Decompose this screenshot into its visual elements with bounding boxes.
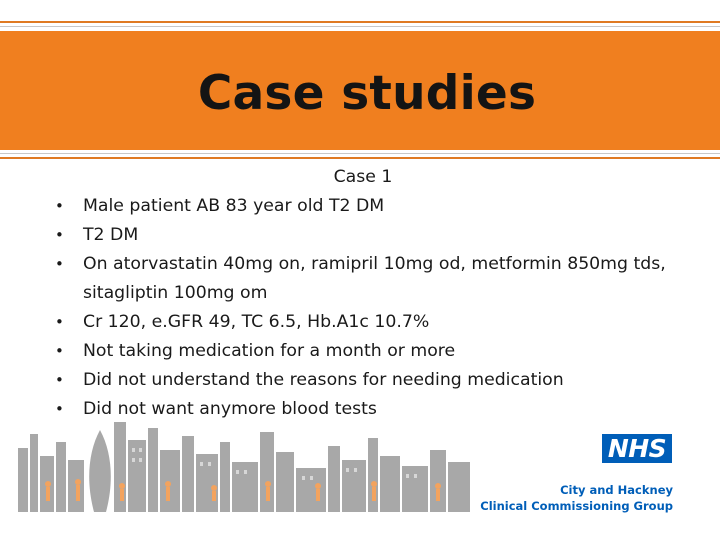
bullet-icon: • — [55, 342, 64, 360]
bullet-icon: • — [55, 371, 64, 389]
bullet-icon: • — [55, 255, 64, 273]
bullet-text: Not taking medication for a month or more — [83, 341, 456, 361]
bullet-item — [50, 366, 690, 395]
slide-title: Case studies — [197, 66, 537, 121]
bullet-text: T2 DM — [83, 225, 139, 245]
header-top-rule-thin — [0, 26, 720, 27]
org-name — [470, 482, 673, 514]
header-top-rule — [0, 21, 720, 23]
bullet-text: Did not understand the reasons for needing medication — [83, 370, 564, 390]
bullet-text: On atorvastatin 40mg on, ramipril 10mg od, metformin 850mg tds, sitagliptin 100mg om — [83, 254, 666, 303]
bullet-item — [50, 337, 690, 366]
bullet-icon: • — [55, 400, 64, 418]
header-bottom-rule-thin — [0, 153, 720, 154]
skyline-buildings — [18, 422, 470, 512]
nhs-logo: NHS — [602, 434, 672, 463]
bullet-list — [50, 192, 690, 424]
bullet-text: Male patient AB 83 year old T2 DM — [83, 196, 385, 216]
city-skyline-illustration — [18, 412, 473, 512]
bullet-icon: • — [55, 226, 64, 244]
org-name-line1: City and Hackney — [560, 483, 673, 497]
bullet-item — [50, 221, 690, 250]
header-bottom-rule — [0, 157, 720, 159]
case-heading: Case 1 — [333, 167, 393, 187]
slide-body — [50, 163, 690, 424]
bullet-text: Did not want anymore blood tests — [83, 399, 377, 419]
bullet-item — [50, 192, 690, 221]
bullet-icon: • — [55, 197, 64, 215]
bullet-text: Cr 120, e.GFR 49, TC 6.5, Hb.A1c 10.7% — [83, 312, 430, 332]
org-name-line2: Clinical Commissioning Group — [480, 499, 673, 513]
bullet-item — [50, 250, 690, 308]
bullet-icon: • — [55, 313, 64, 331]
bullet-item — [50, 308, 690, 337]
